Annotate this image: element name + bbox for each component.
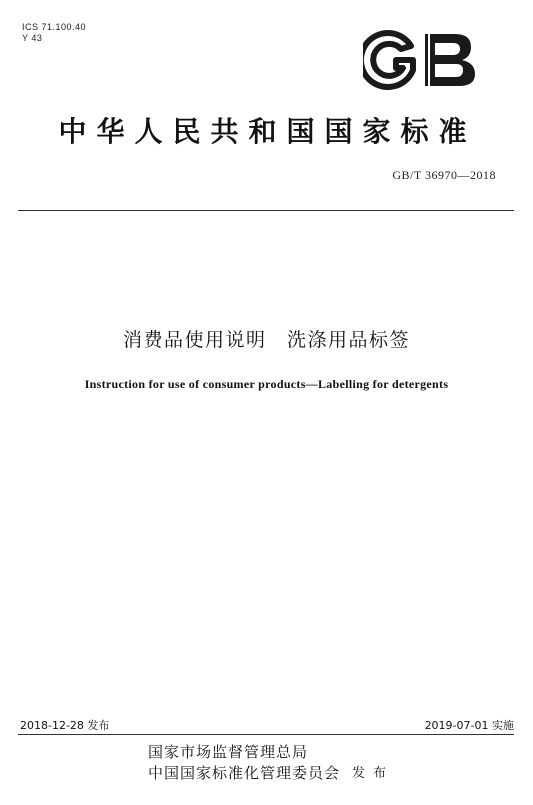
bottom-divider [18,734,514,735]
ccs-code: Y 43 [22,33,43,43]
ics-code: ICS 71.100.40 [22,22,87,32]
implementation-date: 2019-07-01 实施 [424,719,514,732]
issuer-samr: 国家市场监督管理总局 [148,743,309,761]
classification-codes [22,22,86,44]
document-title-english: Instruction for use of consumer products—Labelling for detergents [84,377,449,391]
document-title-chinese: 消费品使用说明 洗涤用品标签 [122,329,410,351]
issuer-sac: 中国国家标准化管理委员会 [148,764,341,782]
gb-logo-letter-b [425,34,475,86]
standard-number: GB/T 36970—2018 [392,168,496,182]
publish-label: 发布 [352,766,395,781]
issue-date: 2018-12-28 发布 [20,719,110,732]
gb-logo-letter-g [363,33,413,87]
top-divider [18,210,514,211]
gb-logo [363,30,479,90]
issuing-authorities [148,742,340,784]
organization-title: 中华人民共和国国家标准 [58,115,477,148]
